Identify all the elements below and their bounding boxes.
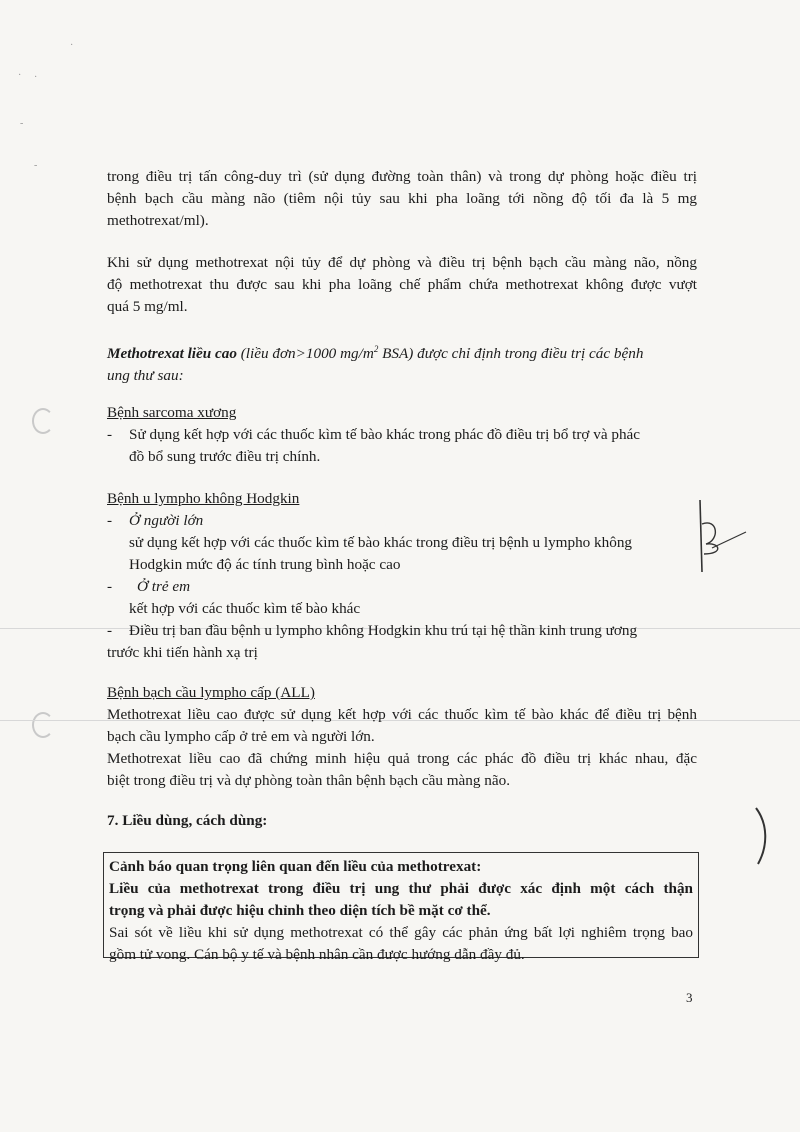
page-number: 3 xyxy=(686,990,693,1005)
subheading-child: Ở trẻ em xyxy=(137,578,191,595)
scan-speck: · xyxy=(18,70,22,81)
high-dose-term: Methotrexat liều cao xyxy=(107,345,237,363)
heading-all: Bệnh bạch cầu lympho cấp (ALL) xyxy=(107,684,315,701)
text-line xyxy=(107,576,697,598)
punch-hole-mark xyxy=(32,408,54,434)
subheading-adult: Ở người lớn xyxy=(129,512,204,529)
text-line xyxy=(107,510,697,532)
warning-title: Cảnh báo quan trọng liên quan đến liều của methotrexat: xyxy=(109,858,482,875)
section-lymphoma xyxy=(107,488,697,664)
text-line: bệnh bạch cầu màng não (tiêm nội tủy sau khi pha loãng tới nồng độ tối đa là 5 mg xyxy=(107,190,697,207)
heading-lymphoma: Bệnh u lympho không Hodgkin xyxy=(107,490,300,507)
section-sarcoma xyxy=(107,402,697,468)
scan-speck: · xyxy=(70,40,74,51)
section-7-heading xyxy=(107,810,697,832)
text-line: Methotrexat liều cao đã chứng minh hiệu quả trong các phác đồ điều trị khác nhau, đặc xyxy=(107,750,697,767)
text-line: đồ bổ sung trước điều trị chính. xyxy=(129,448,321,465)
text-line: 7. Liều dùng, cách dùng: xyxy=(107,812,268,829)
bullet-dash: - xyxy=(107,426,113,443)
text-line: Methotrexat liều cao được sử dụng kết hợp với các thuốc kìm tế bào khác để điều trị bệnh xyxy=(107,706,697,723)
scan-speck: - xyxy=(20,118,24,129)
dose-warning-box xyxy=(103,852,699,963)
text-line xyxy=(107,424,697,446)
text-line: kết hợp với các thuốc kìm tế bào khác xyxy=(129,600,361,617)
text-line: Hodgkin mức độ ác tính trung bình hoặc cao xyxy=(129,556,401,573)
text-fragment: BSA) được chỉ định trong điều trị các bệnh xyxy=(378,345,644,363)
text-fragment: (liều đơn>1000 mg/m xyxy=(236,345,374,363)
text-line: quá 5 mg/ml. xyxy=(107,298,188,315)
text-line: ung thư sau: xyxy=(107,367,184,385)
handwritten-bracket-mark xyxy=(752,806,772,866)
handwritten-initials-mark xyxy=(690,496,750,576)
text-line: độ methotrexat thu được sau khi pha loãng chế phẩm chứa methotrexat không được vượt xyxy=(107,276,697,293)
scan-speck: · xyxy=(34,72,38,83)
text-fragment: Điều trị ban đầu bệnh u lympho không Hodgkin khu trú tại hệ thần kinh trung ương xyxy=(129,622,638,639)
warning-bold-line: trọng và phải được hiệu chỉnh theo diện tích bề mặt cơ thể. xyxy=(109,902,491,919)
warning-text-line: gồm tử vong. Cán bộ y tế và bệnh nhân cần được hướng dẫn đầy đủ. xyxy=(109,946,525,963)
text-line: bạch cầu lympho cấp ở trẻ em và người lớn. xyxy=(107,728,375,745)
section-all xyxy=(107,682,697,792)
paragraph-high-dose xyxy=(107,338,697,387)
bullet-dash: - xyxy=(107,622,113,639)
text-line: trong điều trị tấn công-duy trì (sử dụng đường toàn thân) và trong dự phòng hoặc điều trị xyxy=(107,168,697,185)
heading-sarcoma: Bệnh sarcoma xương xyxy=(107,404,237,421)
paragraph-concentration xyxy=(107,252,697,318)
paragraph-intrathecal xyxy=(107,166,697,232)
warning-text-line: Sai sót về liều khi sử dụng methotrexat có thể gây các phản ứng bất lợi nghiêm trọng bao xyxy=(109,924,693,941)
warning-bold-line: Liều của methotrexat trong điều trị ung thư phải được xác định một cách thận xyxy=(109,880,693,897)
text-fragment: Sử dụng kết hợp với các thuốc kìm tế bào khác trong phác đồ điều trị bổ trợ và phác xyxy=(129,426,641,443)
bullet-dash: - xyxy=(107,578,113,595)
superscript: 2 xyxy=(373,344,379,354)
scan-speck: - xyxy=(34,160,38,171)
text-line: methotrexat/ml). xyxy=(107,212,209,229)
text-line xyxy=(107,338,697,365)
text-line: Khi sử dụng methotrexat nội tủy để dự phòng và điều trị bệnh bạch cầu màng não, nồng xyxy=(107,254,697,271)
text-line: sử dụng kết hợp với các thuốc kìm tế bào khác trong điều trị bệnh u lympho không xyxy=(129,534,633,551)
text-line: biệt trong điều trị và dự phòng toàn thân bệnh bạch cầu màng não. xyxy=(107,772,510,789)
text-line xyxy=(107,620,697,642)
text-line: trước khi tiến hành xạ trị xyxy=(107,644,258,661)
bullet-dash: - xyxy=(107,512,113,529)
punch-hole-mark xyxy=(32,712,54,738)
